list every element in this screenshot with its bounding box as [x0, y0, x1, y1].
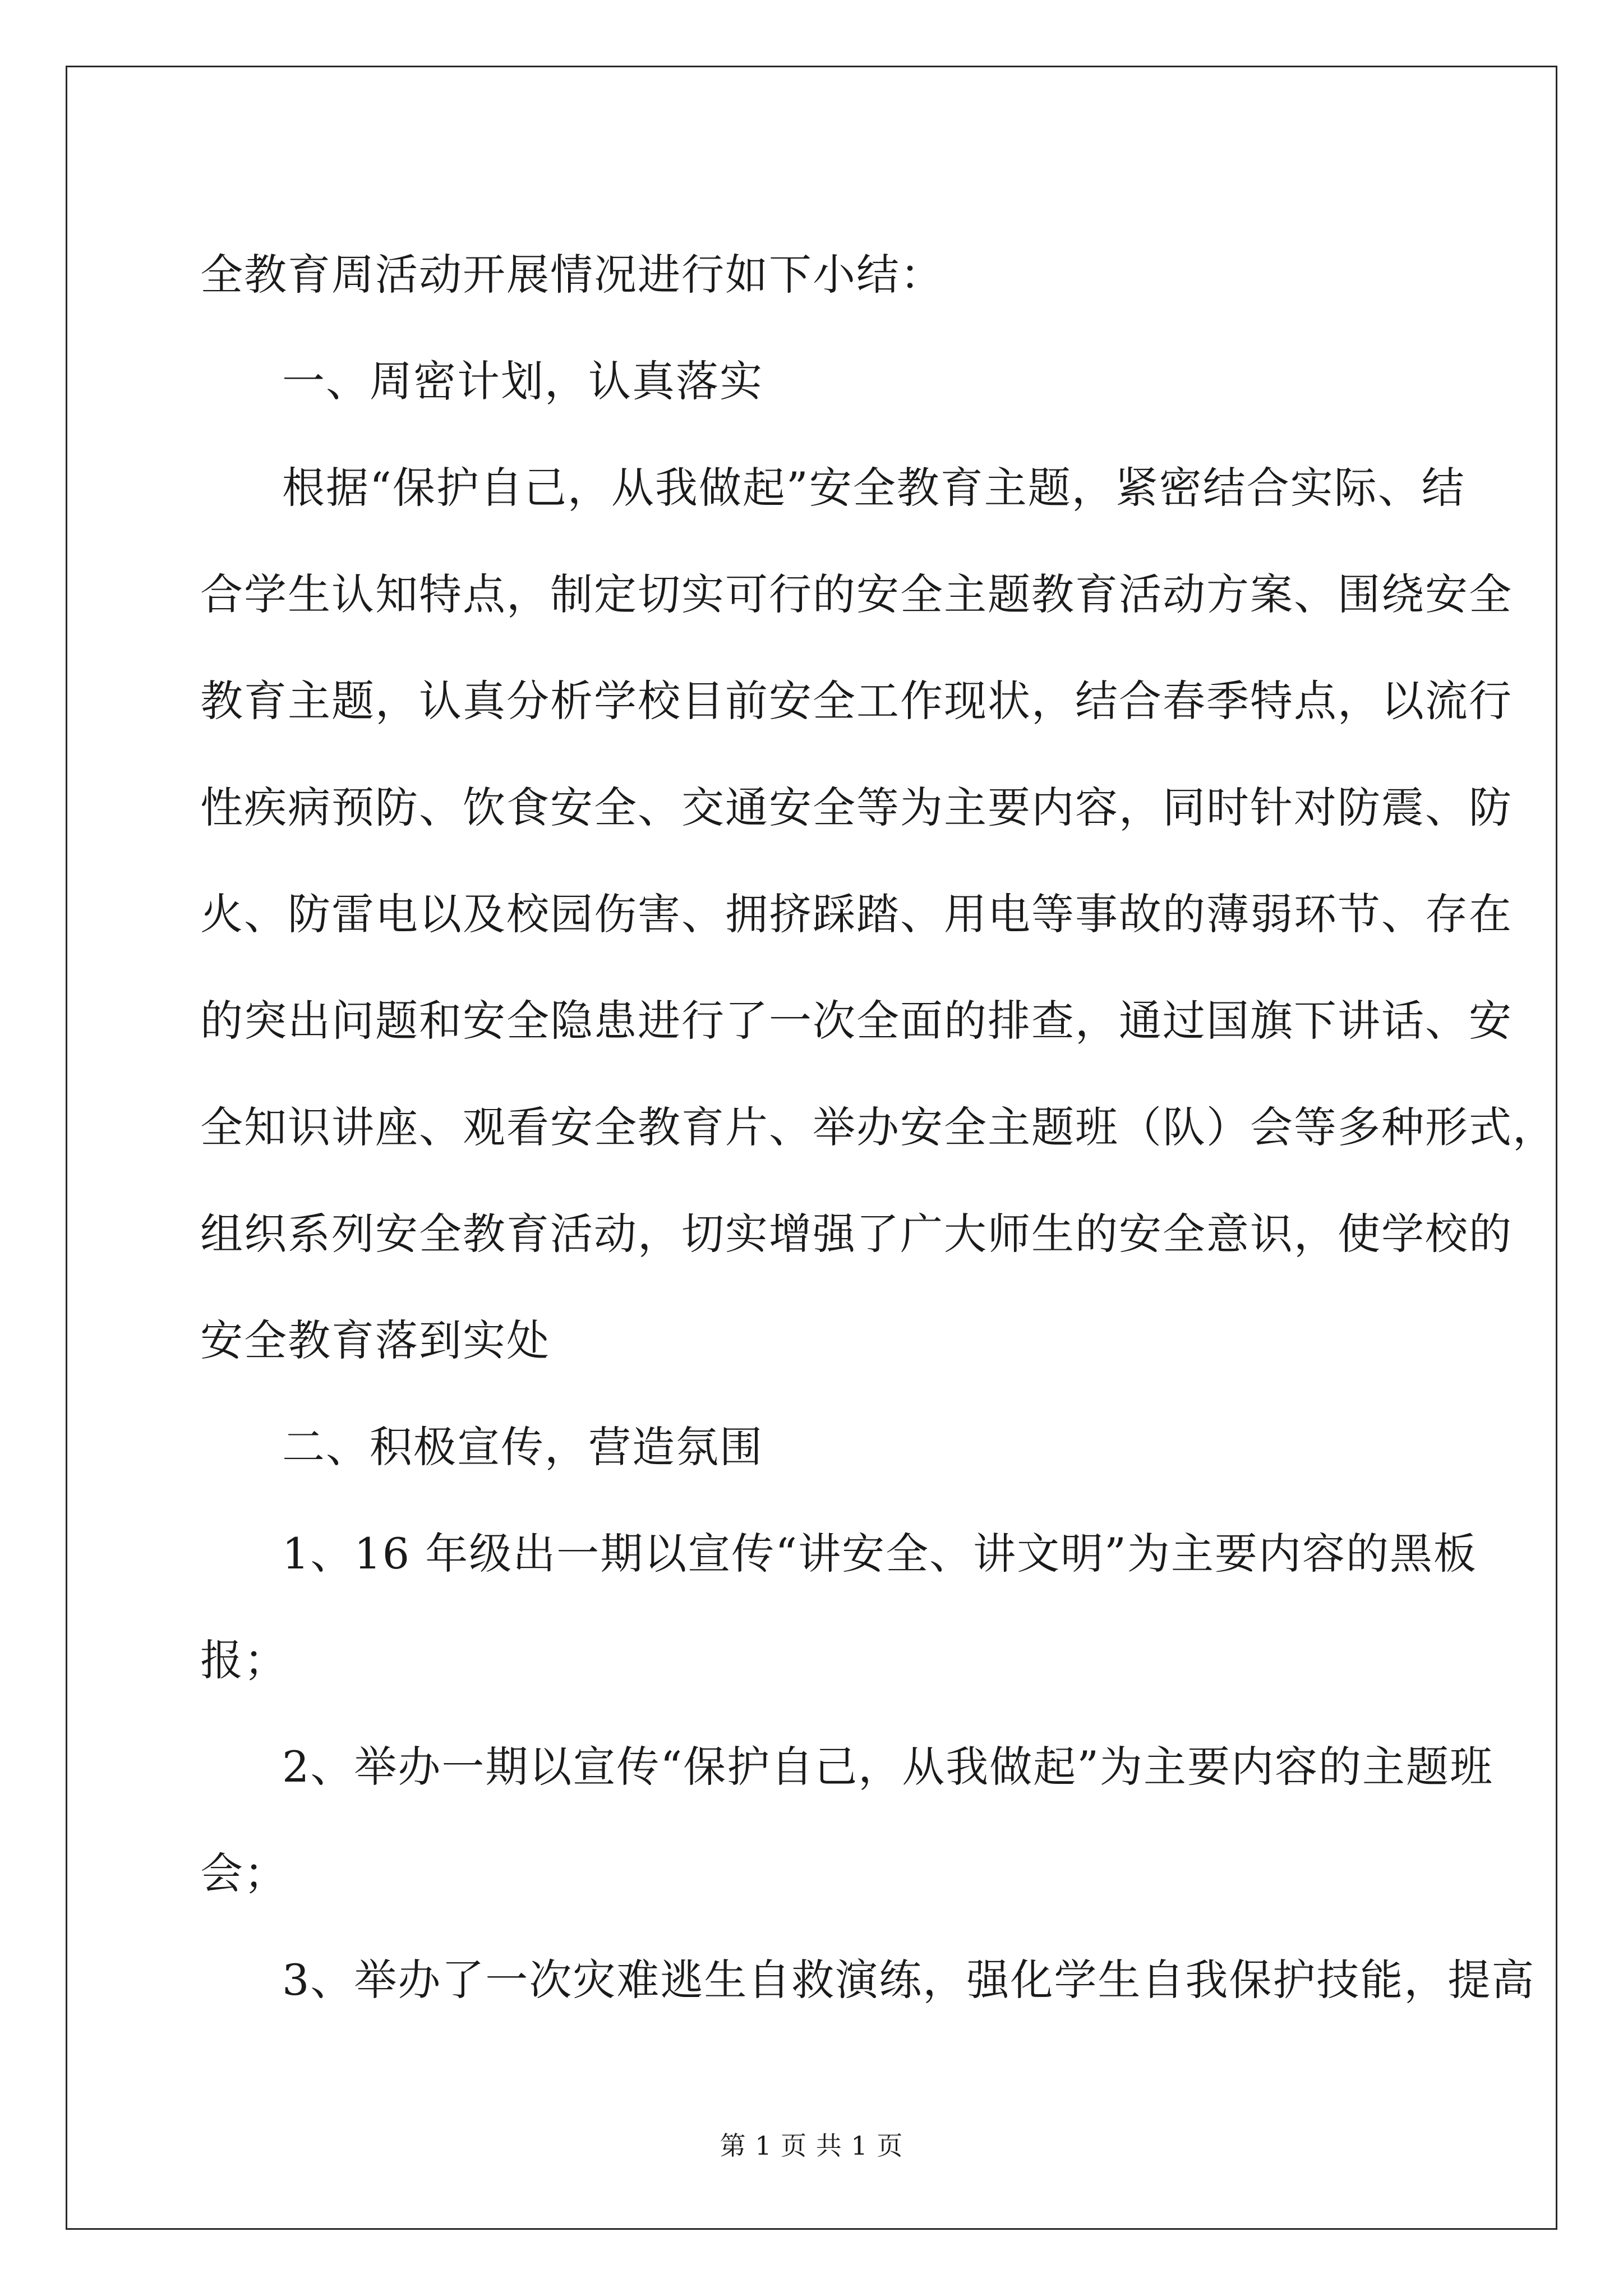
- text-line: 合学生认知特点，制定切实可行的安全主题教育活动方案、围绕安全: [200, 569, 1513, 619]
- text-line: 1、16 年级出一期以宣传“讲安全、讲文明”为主要内容的黑板: [282, 1529, 1477, 1579]
- text-line: 二、积极宣传，营造氛围: [282, 1422, 763, 1472]
- text-line: 性疾病预防、饮食安全、交通安全等为主要内容，同时针对防震、防: [200, 783, 1513, 832]
- text-line: 全知识讲座、观看安全教育片、举办安全主题班（队）会等多种形式，: [200, 1102, 1556, 1152]
- page-footer: 第 1 页 共 1 页: [720, 2131, 903, 2161]
- text-line: 的突出问题和安全隐患进行了一次全面的排查，通过国旗下讲话、安: [200, 996, 1513, 1046]
- document-body: [200, 222, 1556, 2033]
- text-line: 会；: [200, 1848, 288, 1898]
- text-line: 教育主题，认真分析学校目前安全工作现状，结合春季特点，以流行: [200, 676, 1513, 726]
- text-line: 火、防雷电以及校园伤害、拥挤踩踏、用电等事故的薄弱环节、存在: [200, 889, 1513, 939]
- text-line: 2、举办一期以宣传“保护自己，从我做起”为主要内容的主题班: [282, 1742, 1494, 1792]
- text-line: 报；: [200, 1635, 288, 1685]
- text-line: 根据“保护自己，从我做起”安全教育主题，紧密结合实际、结: [282, 463, 1465, 513]
- text-line: 3、举办了一次灾难逃生自救演练，强化学生自我保护技能，提高: [282, 1955, 1536, 2005]
- text-line: 安全教育落到实处: [200, 1315, 550, 1365]
- text-line: 一、周密计划，认真落实: [282, 356, 763, 406]
- text-line: 全教育周活动开展情况进行如下小结：: [200, 250, 944, 300]
- text-line: 组织系列安全教育活动，切实增强了广大师生的安全意识，使学校的: [200, 1209, 1513, 1259]
